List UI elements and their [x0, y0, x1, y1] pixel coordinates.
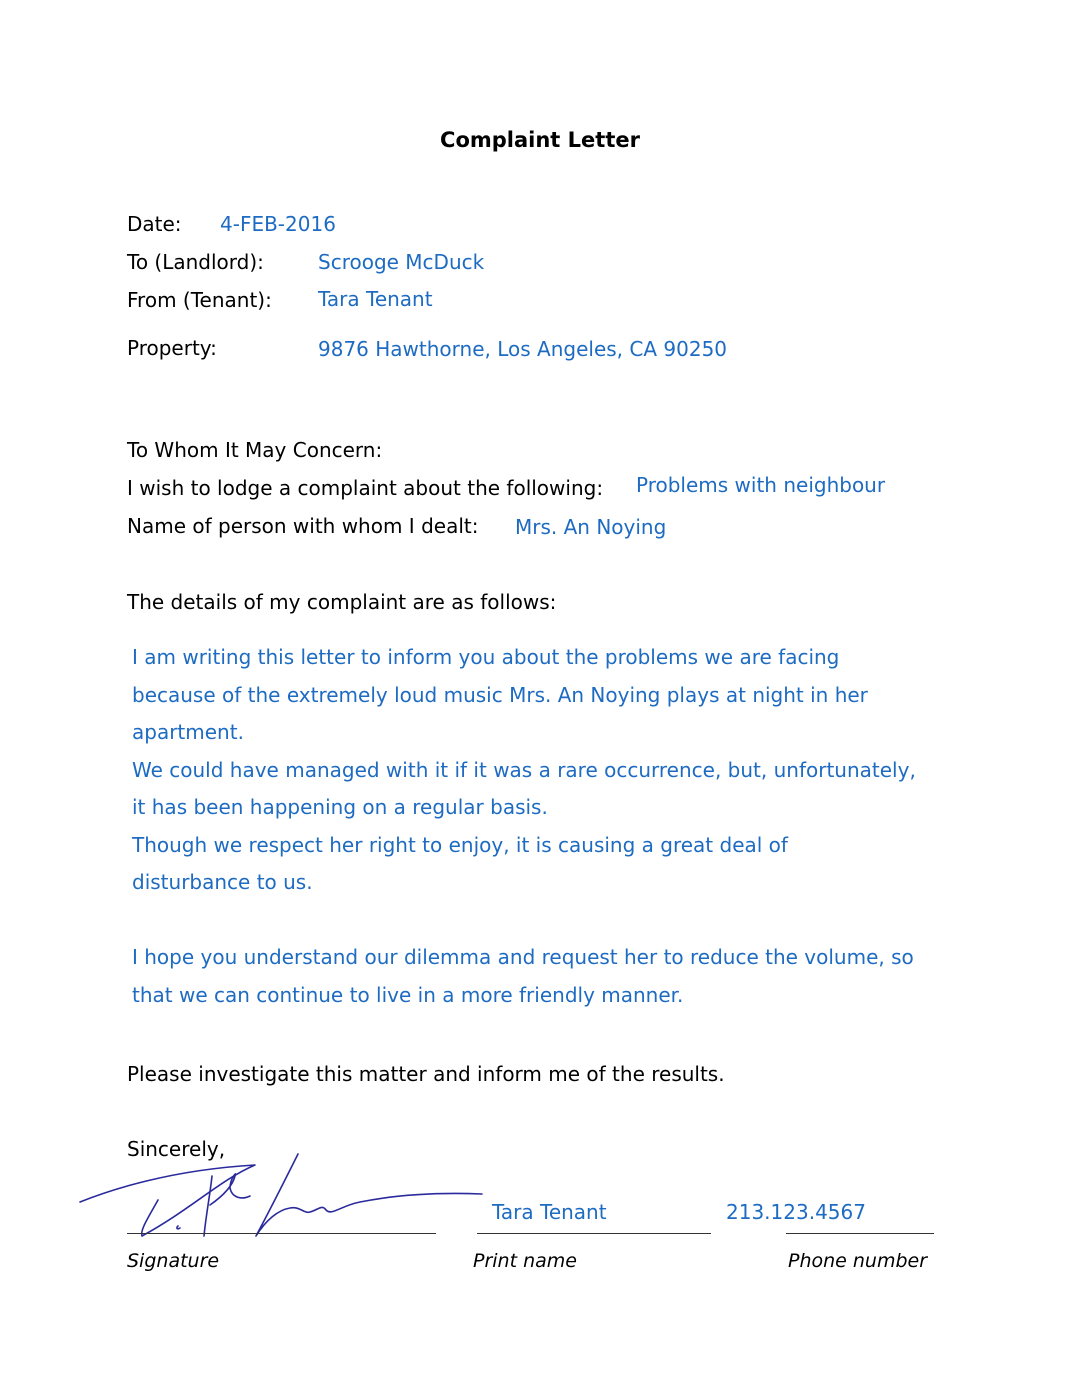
details-line: because of the extremely loud music Mrs. An Noying plays at night in her [132, 683, 868, 707]
details-line: apartment. [132, 720, 244, 744]
phone-line [786, 1233, 934, 1234]
signature-caption: Signature [127, 1250, 220, 1272]
complaint-about-label: I wish to lodge a complaint about the following: [127, 476, 604, 500]
property-value: 9876 Hawthorne, Los Angeles, CA 90250 [318, 337, 728, 361]
tenant-label: From (Tenant): [127, 288, 272, 312]
details-line: I am writing this letter to inform you about the problems we are facing [132, 645, 840, 669]
property-label: Property: [127, 336, 217, 360]
signature-line [127, 1233, 436, 1234]
print-name-caption: Print name [473, 1250, 577, 1272]
person-value: Mrs. An Noying [515, 515, 667, 539]
date-label: Date: [127, 212, 182, 236]
landlord-value: Scrooge McDuck [318, 250, 485, 274]
person-label: Name of person with whom I dealt: [127, 514, 479, 538]
complaint-about-value: Problems with neighbour [636, 473, 886, 497]
print-name-value: Tara Tenant [492, 1200, 607, 1224]
details-label: The details of my complaint are as follows: [127, 590, 557, 614]
details-line: We could have managed with it if it was a rare occurrence, but, unfortunately, [132, 758, 916, 782]
landlord-label: To (Landlord): [127, 250, 264, 274]
details-line: Though we respect her right to enjoy, it is causing a great deal of [132, 833, 788, 857]
details-line: it has been happening on a regular basis. [132, 795, 548, 819]
sign-off: Sincerely, [127, 1137, 226, 1161]
closing-request: Please investigate this matter and inform me of the results. [127, 1062, 725, 1086]
salutation: To Whom It May Concern: [127, 438, 383, 462]
details-line: disturbance to us. [132, 870, 313, 894]
page-title: Complaint Letter [440, 128, 640, 152]
phone-caption: Phone number [788, 1250, 928, 1272]
details-line: I hope you understand our dilemma and request her to reduce the volume, so [132, 945, 914, 969]
tenant-value: Tara Tenant [318, 287, 433, 311]
print-name-line [477, 1233, 711, 1234]
phone-value: 213.123.4567 [726, 1200, 866, 1224]
details-line: that we can continue to live in a more friendly manner. [132, 983, 684, 1007]
date-value: 4-FEB-2016 [220, 212, 336, 236]
